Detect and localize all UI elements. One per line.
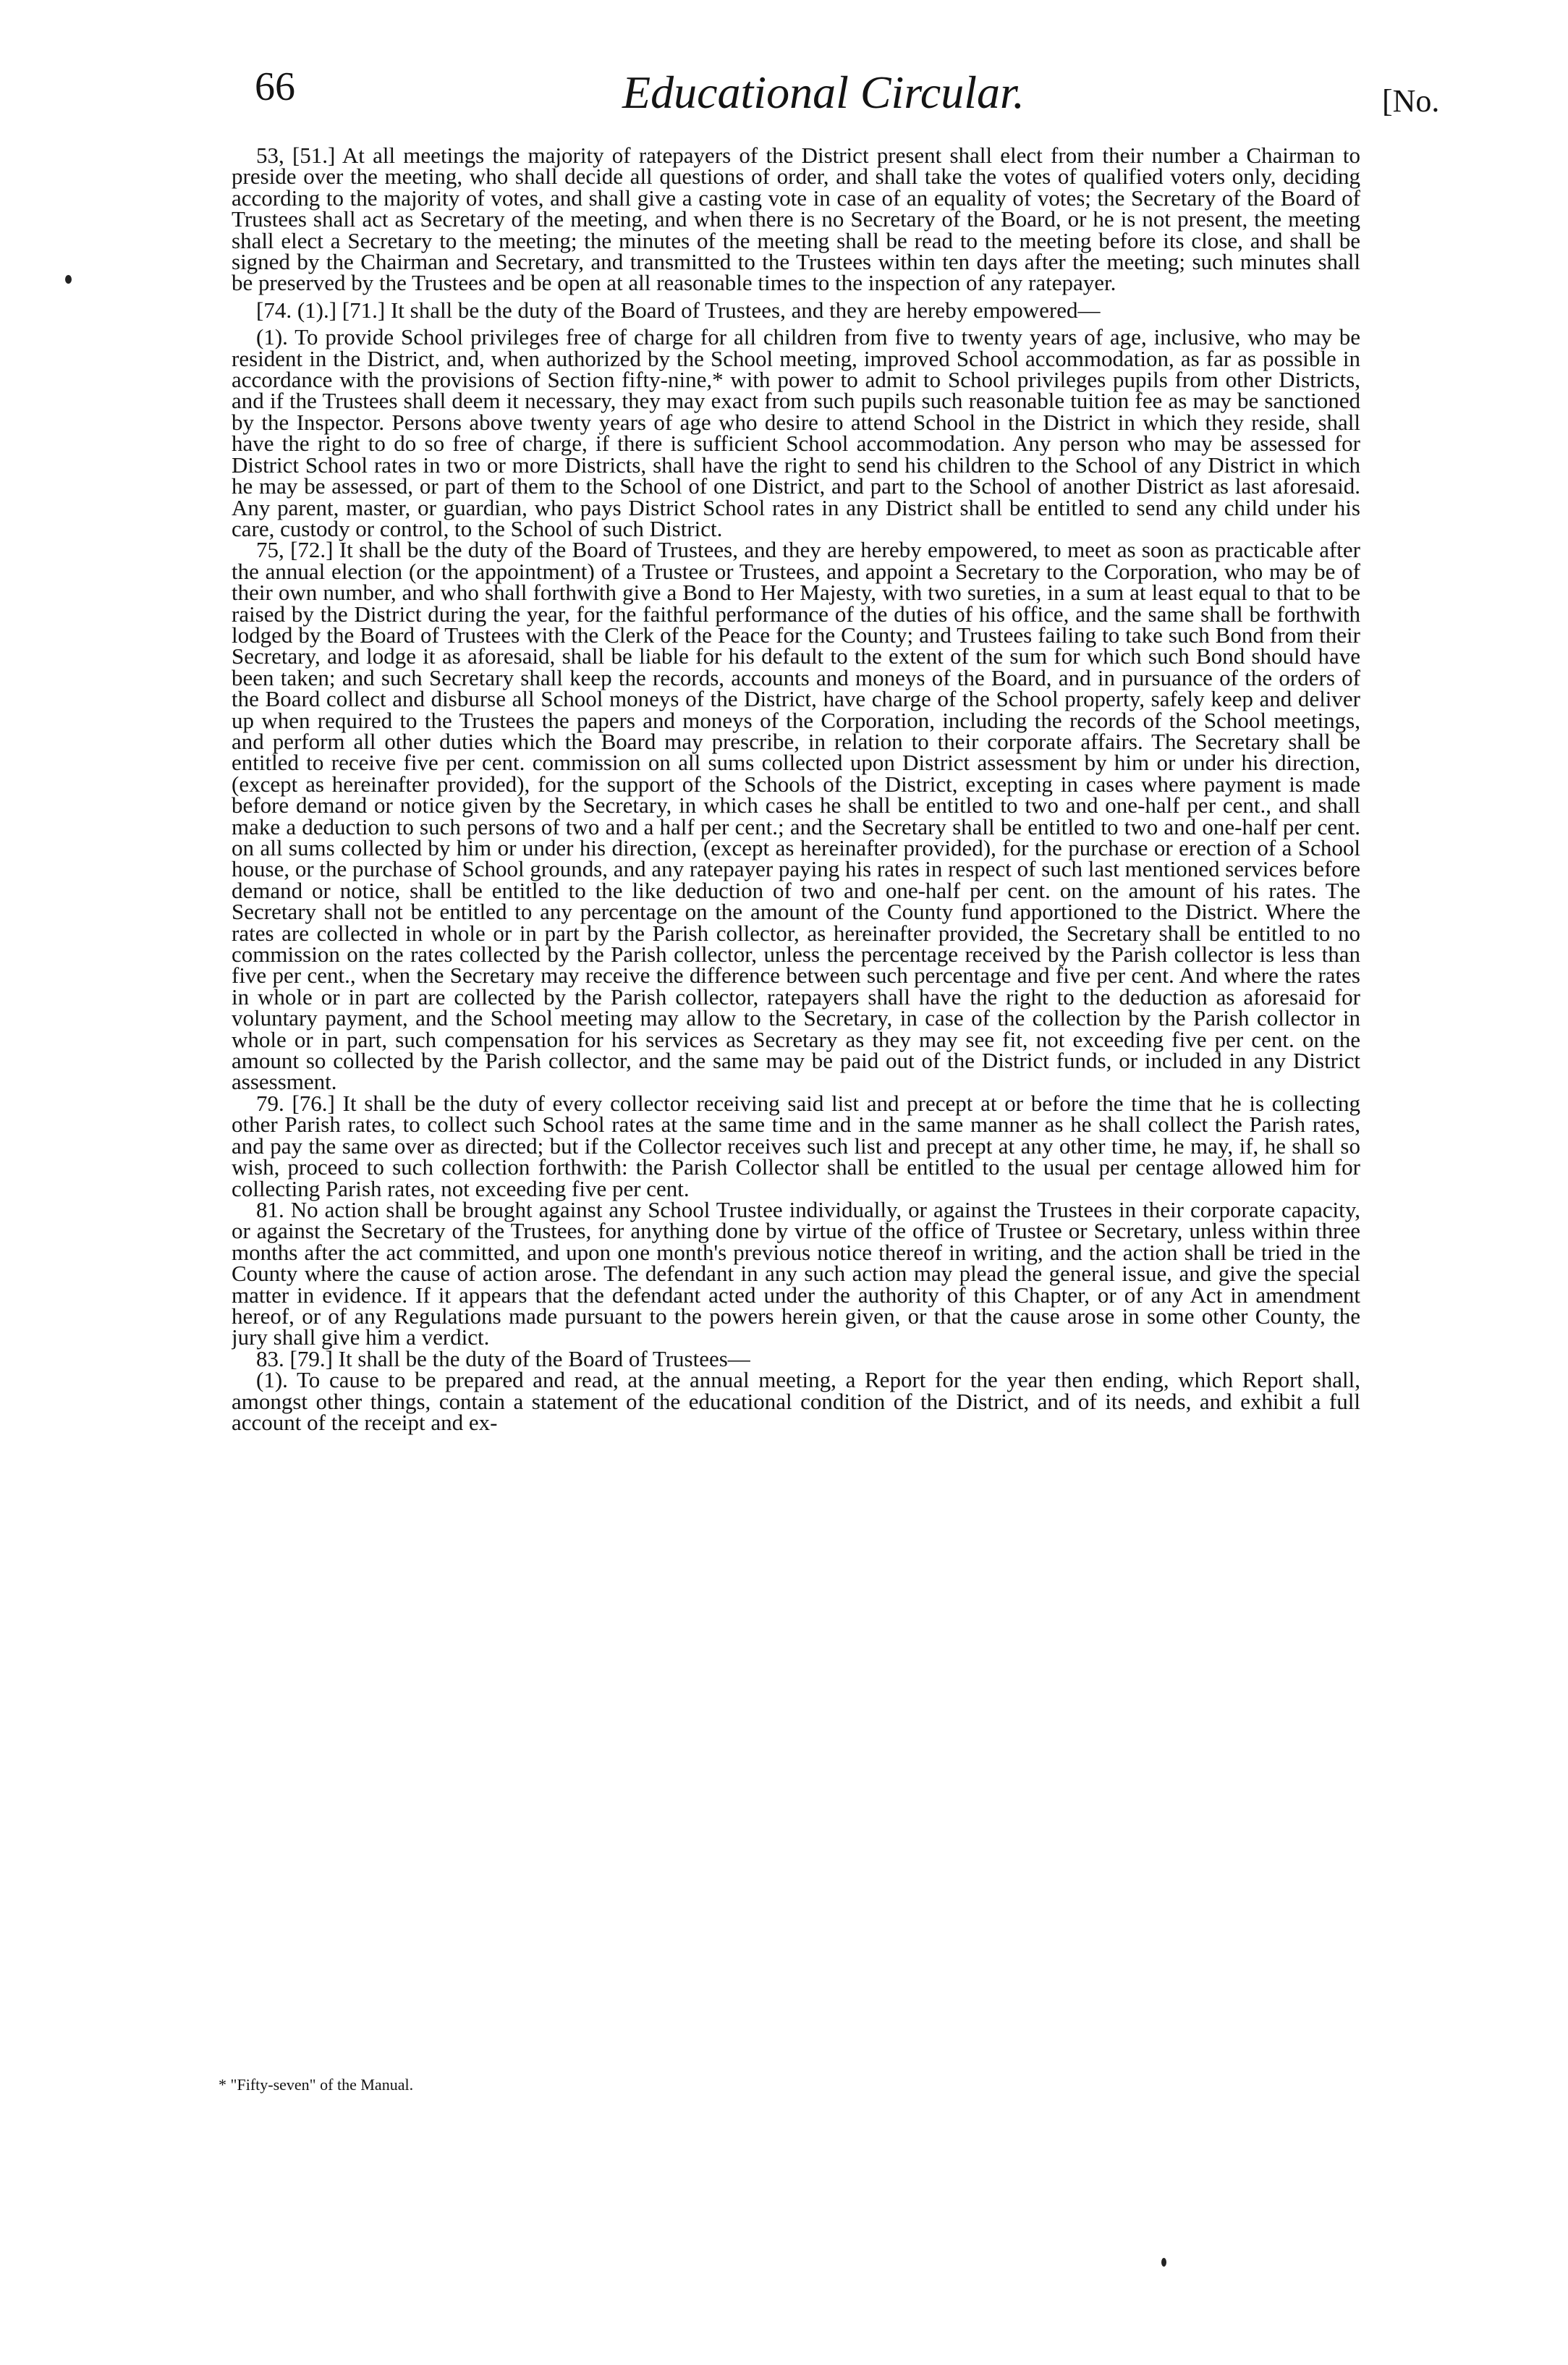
section-74-clause-1: (1). To provide School privileges free of charge for all children from five to twenty years of age, inclusive, who may be resident in the District, and, when authorized by the School meeting, improved School accommodation, as far as possible in accordance with the provisions of Section fifty-nine,* with power to admit to School privileges pupils from other Districts, and if the Trustees shall deem it necessary, they may exact from such pupils such reasonable tuition fee as may be sanctioned by the Inspector. Persons above twenty years of age who desire to attend School in the District in which they reside, shall have the right to do so free of charge, if there is sufficient School accommodation. Any person who may be assessed for District School rates in two or more Districts, shall have the right to send his children to the School of any District in which he may be assessed, or part of them to the School of one District, and part to the School of another District as last aforesaid. Any parent, master, or guardian, who pays District School rates in any District shall be entitled to send any child under his care, custody or control, to the School of such District. [232,324,1360,541]
page-number: 66 [255,64,295,109]
section-74-heading: [74. (1).] [71.] It shall be the duty of the Board of Trustees, and they are hereby empowered— [256,297,1101,323]
section-79-paragraph: 79. [76.] It shall be the duty of every collector receiving said list and precept at or before the time that he is collecting other Parish rates, to collect such School rates at the same time and in the same manner as he shall collect the Parish rates, and pay the same over as directed; but if the Collector receives such list and precept at any other time, he may, if, he shall so wish, proceed to such collection forthwith: the Parish Collector shall be entitled to the usual per centage allowed him for collecting Parish rates, not exceeding five per cent. [232,1090,1360,1201]
section-81-paragraph: 81. No action shall be brought against any School Trustee individually, or against the Trustees in their corporate capacity, or against the Secretary of the Trustees, for anything done by virtue of the office of Trustee or Secretary, unless within three months after the act committed, and upon one month's previous notice thereof in writing, and the action shall be tried in the County where the cause of action arose. The defendant in any such action may plead the general issue, and give the special matter in evidence. If it appears that the defendant acted under the authority of this Chapter, or of any Act in amendment hereof, or of any Regulations made pursuant to the powers herein given, or that the cause arose in some other County, the jury shall give him a verdict. [232,1196,1360,1350]
section-75-paragraph: 75, [72.] It shall be the duty of the Board of Trustees, and they are hereby empowered, to meet as soon as practicable after the annual election (or the appointment) of a Trustee or Trustees, and appoint a Secretary to the Corporation, who may be of their own number, and who shall forthwith give a Bond to Her Majesty, with two sureties, in a sum at least equal to that to be raised by the District during the year, for the faithful performance of the duties of his office, and the same shall be forthwith lodged by the Board of Trustees with the Clerk of the Peace for the County; and Trustees failing to take such Bond from their Secretary, and lodge it as aforesaid, shall be liable for his default to the extent of the sum for which such Bond should have been taken; and such Secretary shall keep the records, accounts and moneys of the Board, and in pursuance of the orders of the Board collect and disburse all School moneys of the District, have charge of the School property, safely keep and deliver up when required to the Trustees the papers and moneys of the Corporation, including the records of the School meetings, and perform all other duties which the Board may prescribe, in relation to their corporate affairs. The Secretary shall be entitled to receive five per cent. commission on all sums collected upon District assessment by him or under his direction, (except as hereinafter provided), for the support of the Schools of the District, excepting in cases where payment is made before demand or notice given by the Secretary, in which cases he shall be entitled to two and one-half per cent., and shall make a deduction to such persons of two and a half per cent.; and the Secretary shall be entitled to two and one-half per cent. on all sums collected by him or under his direction, (except as hereinafter provided), for the purchase or erection of a School house, or the purchase of School grounds, and any ratepayer paying his rates in respect of such last mentioned services before demand or notice, shall be entitled to the like deduction of two and one-half per cent. on the amount of his rates. The Secretary shall not be entitled to any percentage on the amount of the County fund apportioned to the District. Where the rates are collected in whole or in part by the Parish collector, as hereinafter provided, the Secretary shall be entitled to no commission on the rates collected by the Parish collector, unless the percentage received by the Parish collector is less than five per cent., when the Secretary may receive the difference between such percentage and five per cent. And where the rates in whole or in part are collected by the Parish collector, ratepayers shall have the right to the deduction as aforesaid for voluntary payment, and the School meeting may allow to the Secretary, in case of the collection by the Parish collector in whole or in part, such compensation for his services as Secretary as they may see fit, not exceeding five per cent. on the amount so collected by the Parish collector, and the same may be paid out of the District funds, or included in any District assessment. [232,537,1360,1095]
running-title: Educational Circular. [622,67,1025,118]
section-83-clause-1: (1). To cause to be prepared and read, at the annual meeting, a Report for the year then ending, which Report shall, amongst other things, contain a statement of the educational condition of the District, and of its needs, and exhibit a full account of the receipt and ex- [232,1367,1360,1435]
section-53-paragraph: 53, [51.] At all meetings the majority of ratepayers of the District present shall elect from their number a Chairman to preside over the meeting, who shall decide all questions of order, and shall take the votes of qualified voters only, deciding according to the majority of votes, and shall give a casting vote in case of an equality of votes; the Secretary of the Board of Trustees shall act as Secretary of the meeting, and when there is no Secretary of the Board, or he is not present, the meeting shall elect a Secretary to the meeting; the minutes of the meeting shall be read to the meeting before its close, and shall be signed by the Chairman and Secretary, and transmitted to the Trustees within ten days after the meeting; such minutes shall be preserved by the Trustees and be open at all reasonable times to the inspection of any ratepayer. [232,145,1360,296]
scan-speck [1161,2258,1166,2267]
body-text [232,145,1360,2070]
section-83-heading: 83. [79.] It shall be the duty of the Board of Trustees— [256,1345,750,1371]
footnote: * "Fifty-seven" of the Manual. [219,2076,414,2094]
scan-speck [65,275,72,284]
page-header [0,0,1568,130]
header-number-label: [No. [1382,83,1440,119]
